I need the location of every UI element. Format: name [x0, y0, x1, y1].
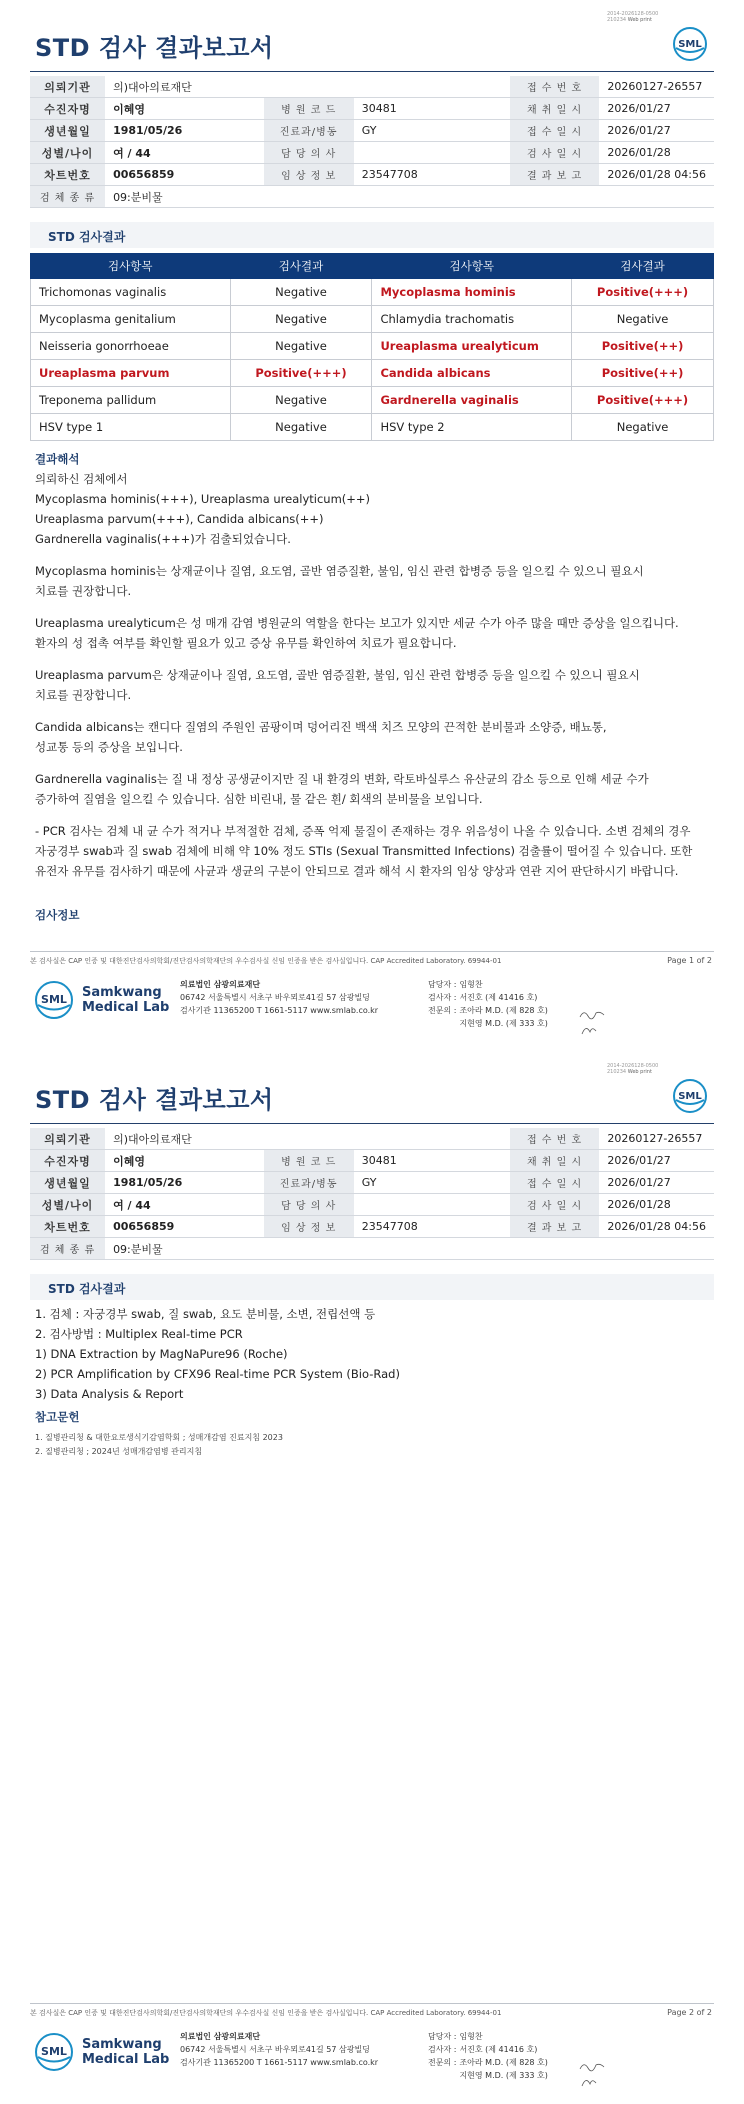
doctor-value — [354, 142, 510, 164]
staff-role: 검사자 : — [428, 993, 457, 1002]
collect-date-label: 채 취 일 시 — [510, 1150, 600, 1172]
page-title: STD 검사 결과보고서 — [35, 34, 274, 62]
report-page-2 — [0, 1052, 744, 2104]
signature-2-icon — [578, 2074, 606, 2088]
staff-role — [428, 1017, 459, 1030]
interpretation-line: 치료를 권장합니다. — [35, 688, 132, 702]
staff-name: 임형찬 — [459, 2032, 483, 2041]
svg-text:SML: SML — [41, 993, 67, 1006]
test-item-cell: Mycoplasma hominis — [372, 279, 572, 306]
staff-row — [428, 1004, 548, 1017]
dept-label: 진료과/병동 — [264, 120, 354, 142]
interpretation-paragraphs — [35, 561, 715, 881]
test-result-cell: Positive(++) — [572, 333, 714, 360]
collect-date-value: 2026/01/27 — [599, 98, 714, 120]
test-result-cell: Negative — [230, 387, 372, 414]
chart-label: 차트번호 — [30, 1216, 105, 1238]
test-item-cell: Chlamydia trachomatis — [372, 306, 572, 333]
patient-name-label: 수진자명 — [30, 1150, 105, 1172]
clinical-label: 임 상 정 보 — [264, 1216, 354, 1238]
footer-address: 의료법인 삼광의료재단 06742 서울특별시 서초구 바우뫼로41길 57 삼광빌딩 검사기관 11365200 T 1661-5117 www.smlab.co.kr — [180, 2032, 379, 2067]
sex-age-value: 여 / 44 — [105, 1194, 264, 1216]
requester-label: 의뢰기관 — [30, 1128, 105, 1150]
receipt-no-label: 접 수 번 호 — [510, 1128, 600, 1150]
patient-info-table — [30, 1128, 714, 1260]
interpretation-line: 증가하여 질염을 일으킬 수 있습니다. 심한 비린내, 물 같은 흰/ 회색의 분비물을 보입니다. — [35, 792, 483, 806]
staff-role: 검사자 : — [428, 2045, 457, 2054]
patient-name-value: 이혜영 — [105, 98, 264, 120]
test-result-cell: Positive(+++) — [230, 360, 372, 387]
interpretation-paragraph — [35, 821, 715, 881]
test-item-cell: Ureaplasma parvum — [31, 360, 231, 387]
staff-name: 조아라 M.D. (제 828 호) — [459, 2058, 548, 2067]
test-result-cell: Positive(++) — [572, 360, 714, 387]
staff-role: 담당자 : — [428, 980, 457, 989]
patient-info-table — [30, 76, 714, 208]
test-result-cell: Negative — [572, 306, 714, 333]
test-method-list — [35, 1304, 400, 1404]
hospital-code-value: 30481 — [354, 1150, 510, 1172]
clinical-label: 임 상 정 보 — [264, 164, 354, 186]
col-header-result-1: 검사결과 — [230, 254, 372, 279]
col-header-result-2: 검사결과 — [572, 254, 714, 279]
staff-role — [428, 2069, 459, 2082]
staff-table — [428, 978, 548, 1030]
table-row — [31, 306, 714, 333]
collect-date-label: 채 취 일 시 — [510, 98, 600, 120]
specimen-label: 검 체 종 류 — [30, 186, 105, 208]
method-line: 3) Data Analysis & Report — [35, 1387, 184, 1401]
reference-item: 2. 질병관리청 ; 2024년 성매개감염병 관리지침 — [35, 1447, 203, 1456]
test-item-cell: Trichomonas vaginalis — [31, 279, 231, 306]
staff-role: 전문의 : — [428, 1006, 457, 1015]
interpretation-body — [35, 469, 715, 881]
report-date-value: 2026/01/28 04:56 — [599, 1216, 714, 1238]
svg-text:SML: SML — [678, 1091, 702, 1102]
sex-age-label: 성별/나이 — [30, 142, 105, 164]
interpretation-paragraph — [35, 769, 715, 809]
dept-label: 진료과/병동 — [264, 1172, 354, 1194]
birth-label: 생년월일 — [30, 120, 105, 142]
sml-logo-icon — [672, 1078, 708, 1114]
signature-2-icon — [578, 1022, 606, 1036]
clinical-value: 23547708 — [354, 164, 510, 186]
chart-value: 00656859 — [105, 1216, 264, 1238]
doctor-label: 담 당 의 사 — [264, 142, 354, 164]
hospital-code-label: 병 원 코 드 — [264, 98, 354, 120]
table-row — [31, 360, 714, 387]
hospital-code-label: 병 원 코 드 — [264, 1150, 354, 1172]
birth-label: 생년월일 — [30, 1172, 105, 1194]
samkwang-logo-icon — [34, 2032, 74, 2072]
interpretation-line: 치료를 권장합니다. — [35, 584, 132, 598]
page-number: Page 1 of 2 — [667, 956, 712, 965]
page-number: Page 2 of 2 — [667, 2008, 712, 2017]
table-row — [31, 333, 714, 360]
test-item-cell: Ureaplasma urealyticum — [372, 333, 572, 360]
interpretation-paragraph — [35, 561, 715, 601]
receipt-no-label: 접 수 번 호 — [510, 76, 600, 98]
test-info-title: 검사정보 — [35, 908, 80, 922]
svg-text:SML: SML — [678, 39, 702, 50]
requester-label: 의뢰기관 — [30, 76, 105, 98]
method-line: 1. 검체 : 자궁경부 swab, 질 swab, 요도 분비물, 소변, 전립선액 등 — [35, 1307, 376, 1321]
test-result-cell: Positive(+++) — [572, 387, 714, 414]
page-title: STD 검사 결과보고서 — [35, 1086, 274, 1114]
test-result-cell: Negative — [230, 414, 372, 441]
receipt-no-value: 20260127-26557 — [599, 1128, 714, 1150]
test-item-cell: Candida albicans — [372, 360, 572, 387]
staff-row — [428, 2056, 548, 2069]
results-table — [30, 253, 714, 441]
staff-row — [428, 2069, 548, 2082]
interpretation-line: 의뢰하신 검체에서 — [35, 472, 128, 486]
requester-value: 의)대아의료재단 — [105, 1128, 510, 1150]
collect-date-value: 2026/01/27 — [599, 1150, 714, 1172]
interpretation-line: 성교통 등의 증상을 보입니다. — [35, 740, 183, 754]
staff-row — [428, 2043, 548, 2056]
doctor-value — [354, 1194, 510, 1216]
results-section-bar — [30, 1274, 714, 1300]
interpretation-paragraph — [35, 613, 715, 653]
interpretation-line: 유전자 유무를 검사하기 때문에 사균과 생균의 구분이 안되므로 결과 해석 시 환자의 임상 양상과 연관 지어 판단하시기 바랍니다. — [35, 864, 679, 878]
staff-row — [428, 978, 548, 991]
report-date-label: 결 과 보 고 — [510, 1216, 600, 1238]
method-line: 2. 검사방법 : Multiplex Real-time PCR — [35, 1327, 243, 1341]
staff-table — [428, 2030, 548, 2082]
doctor-label: 담 당 의 사 — [264, 1194, 354, 1216]
patient-name-value: 이혜영 — [105, 1150, 264, 1172]
footer-divider — [30, 951, 714, 952]
interpretation-line: - PCR 검사는 검체 내 균 수가 적거나 부적절한 검체, 증폭 억제 물질이 존재하는 경우 위음성이 나올 수 있습니다. 소변 검체의 경우 — [35, 824, 691, 838]
print-code: 2014-2026128-0500 210234 Web print — [607, 1063, 659, 1075]
staff-name: 조아라 M.D. (제 828 호) — [459, 1006, 548, 1015]
footer-divider — [30, 2003, 714, 2004]
staff-row — [428, 2030, 548, 2043]
footer-brand: Samkwang Medical Lab — [82, 2037, 170, 2067]
results-section-title: STD 검사결과 — [48, 230, 126, 244]
receipt-date-label: 접 수 일 시 — [510, 1172, 600, 1194]
specimen-label: 검 체 종 류 — [30, 1238, 105, 1260]
test-result-cell: Negative — [230, 333, 372, 360]
print-code: 2014-2026128-0500 210234 Web print — [607, 11, 659, 23]
staff-name: 임형찬 — [459, 980, 483, 989]
sex-age-label: 성별/나이 — [30, 1194, 105, 1216]
hospital-code-value: 30481 — [354, 98, 510, 120]
footer-note: 본 검사실은 CAP 인증 및 대한진단검사의학회/진단검사의학재단의 우수검사실 신임 인증을 받은 검사실입니다. CAP Accredited Laboratory. 69944-01 — [30, 2009, 502, 2017]
title-divider — [30, 1123, 714, 1124]
results-section-bar — [30, 222, 714, 248]
test-item-cell: HSV type 1 — [31, 414, 231, 441]
interpretation-line: Gardnerella vaginalis는 질 내 정상 공생균이지만 질 내 환경의 변화, 락토바실루스 유산균의 감소 등으로 인해 세균 수가 — [35, 772, 649, 786]
receipt-date-value: 2026/01/27 — [599, 120, 714, 142]
results-section-title: STD 검사결과 — [48, 1282, 126, 1296]
footer-brand: Samkwang Medical Lab — [82, 985, 170, 1015]
references-list — [35, 1431, 283, 1459]
test-item-cell: HSV type 2 — [372, 414, 572, 441]
test-date-value: 2026/01/28 — [599, 142, 714, 164]
test-result-cell: Positive(+++) — [572, 279, 714, 306]
footer-address: 의료법인 삼광의료재단 06742 서울특별시 서초구 바우뫼로41길 57 삼광빌딩 검사기관 11365200 T 1661-5117 www.smlab.co.kr — [180, 980, 379, 1015]
signature-1-icon — [578, 1007, 606, 1021]
dept-value: GY — [354, 120, 510, 142]
samkwang-logo-icon — [34, 980, 74, 1020]
receipt-no-value: 20260127-26557 — [599, 76, 714, 98]
test-item-cell: Mycoplasma genitalium — [31, 306, 231, 333]
staff-name: 서진호 (제 41416 호) — [459, 993, 538, 1002]
references-title: 참고문헌 — [35, 1410, 80, 1424]
clinical-value: 23547708 — [354, 1216, 510, 1238]
footer-note: 본 검사실은 CAP 인증 및 대한진단검사의학회/진단검사의학재단의 우수검사실 신임 인증을 받은 검사실입니다. CAP Accredited Laboratory. 69944-01 — [30, 957, 502, 965]
interpretation-line: Ureaplasma parvum(+++), Candida albicans(++) — [35, 512, 324, 526]
receipt-date-label: 접 수 일 시 — [510, 120, 600, 142]
chart-label: 차트번호 — [30, 164, 105, 186]
staff-role: 담당자 : — [428, 2032, 457, 2041]
staff-name: 지현영 M.D. (제 333 호) — [459, 2071, 548, 2080]
staff-role: 전문의 : — [428, 2058, 457, 2067]
footer-staff — [428, 978, 548, 1030]
interpretation-line: 자궁경부 swab과 질 swab 검체에 비해 약 10% 정도 STIs (Sexual Transmitted Infections) 검출률이 떨어질 수 있습니다. 또한 — [35, 844, 693, 858]
staff-name: 서진호 (제 41416 호) — [459, 2045, 538, 2054]
interpretation-intro — [35, 469, 715, 549]
svg-text:SML: SML — [41, 2045, 67, 2058]
dept-value: GY — [354, 1172, 510, 1194]
signature-1-icon — [578, 2059, 606, 2073]
staff-row — [428, 1017, 548, 1030]
test-item-cell: Neisseria gonorrhoeae — [31, 333, 231, 360]
birth-value: 1981/05/26 — [105, 1172, 264, 1194]
receipt-date-value: 2026/01/27 — [599, 1172, 714, 1194]
footer-staff — [428, 2030, 548, 2082]
birth-value: 1981/05/26 — [105, 120, 264, 142]
interpretation-line: Mycoplasma hominis(+++), Ureaplasma urealyticum(++) — [35, 492, 371, 506]
report-date-label: 결 과 보 고 — [510, 164, 600, 186]
interpretation-line: 환자의 성 접촉 여부를 확인할 필요가 있고 증상 유무를 확인하여 치료가 필요합니다. — [35, 636, 457, 650]
interpretation-paragraph — [35, 665, 715, 705]
test-date-label: 검 사 일 시 — [510, 1194, 600, 1216]
interpretation-line: Ureaplasma parvum은 상재균이나 질염, 요도염, 골반 염증질환, 불임, 임신 관련 합병증 등을 일으킬 수 있으니 필요시 — [35, 668, 640, 682]
col-header-item-1: 검사항목 — [31, 254, 231, 279]
test-date-label: 검 사 일 시 — [510, 142, 600, 164]
table-row — [31, 279, 714, 306]
test-date-value: 2026/01/28 — [599, 1194, 714, 1216]
interpretation-line: Candida albicans는 캔디다 질염의 주원인 곰팡이며 덩어리진 백색 치즈 모양의 끈적한 분비물과 소양증, 배뇨통, — [35, 720, 607, 734]
test-result-cell: Negative — [230, 279, 372, 306]
specimen-value: 09:분비물 — [105, 186, 714, 208]
col-header-item-2: 검사항목 — [372, 254, 572, 279]
method-line: 2) PCR Amplification by CFX96 Real-time PCR System (Bio-Rad) — [35, 1367, 400, 1381]
test-item-cell: Treponema pallidum — [31, 387, 231, 414]
test-item-cell: Gardnerella vaginalis — [372, 387, 572, 414]
report-date-value: 2026/01/28 04:56 — [599, 164, 714, 186]
interpretation-line: Ureaplasma urealyticum은 성 매개 감염 병원균의 역할을 한다는 보고가 있지만 세균 수가 아주 많을 때만 증상을 일으킵니다. — [35, 616, 679, 630]
staff-name: 지현영 M.D. (제 333 호) — [459, 1019, 548, 1028]
reference-item: 1. 질병관리청 & 대한요로생식기감염학회 ; 성매개감염 진료지침 2023 — [35, 1433, 283, 1442]
interpretation-title: 결과해석 — [35, 452, 80, 466]
staff-row — [428, 991, 548, 1004]
sex-age-value: 여 / 44 — [105, 142, 264, 164]
requester-value: 의)대아의료재단 — [105, 76, 510, 98]
interpretation-line: Mycoplasma hominis는 상재균이나 질염, 요도염, 골반 염증질환, 불임, 임신 관련 합병증 등을 일으킬 수 있으니 필요시 — [35, 564, 644, 578]
table-row — [31, 414, 714, 441]
specimen-value: 09:분비물 — [105, 1238, 714, 1260]
patient-name-label: 수진자명 — [30, 98, 105, 120]
test-result-cell: Negative — [230, 306, 372, 333]
chart-value: 00656859 — [105, 164, 264, 186]
table-row — [31, 387, 714, 414]
sml-logo-icon — [672, 26, 708, 62]
test-result-cell: Negative — [572, 414, 714, 441]
title-divider — [30, 71, 714, 72]
interpretation-paragraph — [35, 717, 715, 757]
method-line: 1) DNA Extraction by MagNaPure96 (Roche) — [35, 1347, 288, 1361]
interpretation-line: Gardnerella vaginalis(+++)가 검출되었습니다. — [35, 532, 291, 546]
